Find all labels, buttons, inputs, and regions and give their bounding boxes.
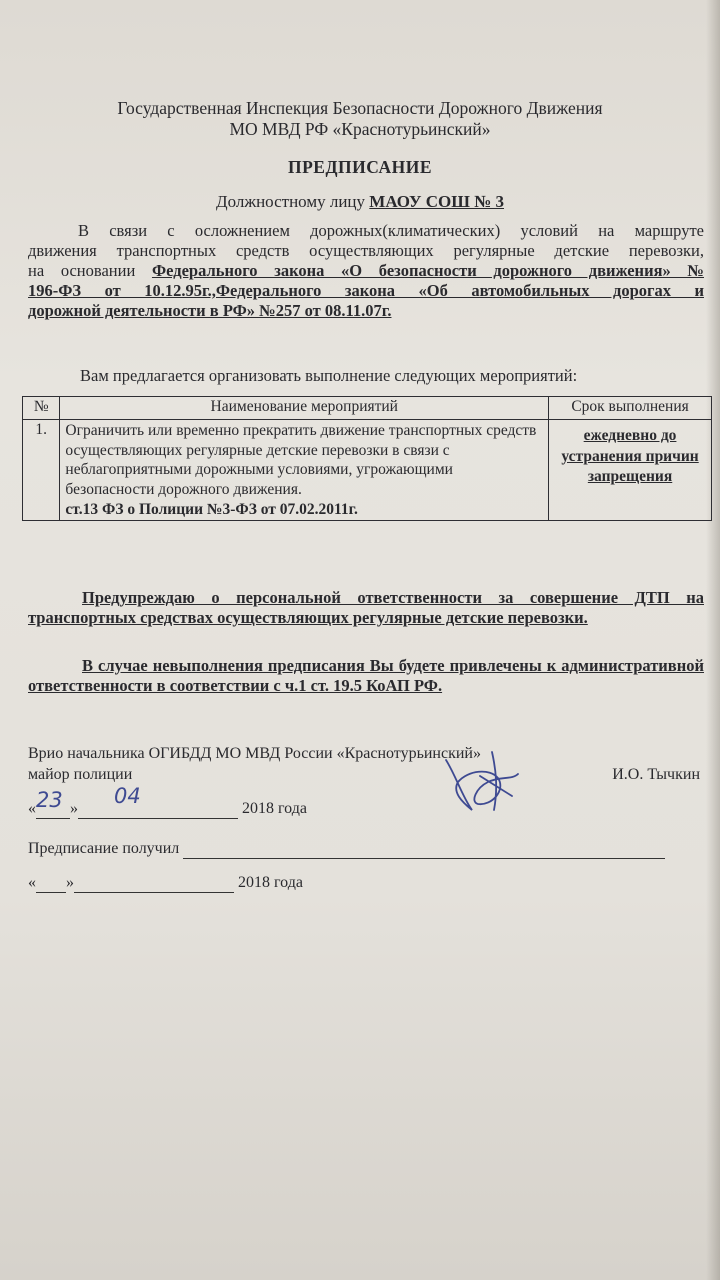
row-num: 1. (23, 420, 60, 521)
row-term (549, 420, 712, 521)
addressee (0, 192, 720, 212)
received-quote-close: » (66, 874, 74, 891)
measures-table (22, 396, 712, 521)
received-month-field (74, 874, 234, 893)
date-quote-open: « (28, 800, 36, 817)
date-month-field (78, 784, 238, 819)
addressee-prefix: Должностному лицу (215, 192, 366, 211)
law-reference-c: дорожной деятельности в РФ» №257 от 08.11.07г. (28, 301, 392, 320)
warning-responsibility: Предупреждаю о персональной ответственности за совершение ДТП на транспортных средствах осуществляющих регулярные детские перевозки. (28, 588, 704, 627)
date-day: 23 (36, 788, 63, 812)
proposal-text: Вам предлагается организовать выполнение следующих мероприятий: (80, 366, 578, 385)
header-name: Наименование мероприятий (60, 397, 549, 420)
date-day-field (36, 788, 70, 819)
intro-prefix: на основании (28, 261, 136, 280)
law-reference-a: Федерального закона «О безопасности дорожного движения» № (151, 261, 704, 280)
signature-date (28, 784, 307, 819)
header-department: МО МВД РФ «Краснотурьинский» (229, 119, 491, 139)
received-signature-field (183, 840, 665, 859)
intro-line-3 (28, 261, 704, 281)
date-month: 04 (114, 784, 141, 808)
header-term: Срок выполнения (549, 397, 712, 420)
date-quote-close: » (70, 800, 78, 817)
measure-text: Ограничить или временно прекратить движение транспортных средств осуществляющих регулярные детские перевозки в связи с неблагоприятными дорожными условиями, угрожающими безопасности дорожного движения. (65, 422, 537, 498)
law-reference-b: 196-ФЗ от 10.12.95г.,Федерального закона «Об автомобильных дорогах и (28, 281, 704, 300)
received-year: 2018 года (238, 874, 303, 891)
received-label: Предписание получил (28, 840, 180, 857)
received-quote-open: « (28, 874, 36, 891)
warning-administrative: В случае невыполнения предписания Вы будете привлечены к административной ответственности в соответствии с ч.1 ст. 19.5 КоАП РФ. (28, 656, 704, 695)
row-measure (60, 420, 549, 521)
signer-position: Врио начальника ОГИБДД МО МВД России «Краснотурьинский» (28, 745, 481, 762)
table-row (23, 420, 712, 521)
measure-law: ст.13 ФЗ о Полиции №3-ФЗ от 07.02.2011г. (65, 501, 358, 518)
table-header-row (23, 397, 712, 420)
received-line (28, 840, 665, 859)
received-day-field (36, 874, 66, 893)
header-agency: Государственная Инспекция Безопасности Дорожного Движения (117, 98, 603, 118)
intro-line-1: В связи с осложнением дорожных(климатических) условий на маршруте (78, 221, 704, 240)
received-date (28, 874, 303, 893)
intro-line-2: движения транспортных средств осуществляющих регулярные детские перевозки, (28, 241, 704, 260)
signature-scribble (432, 740, 532, 818)
addressee-name: МАОУ СОШ № 3 (369, 192, 505, 211)
deadline-text: ежедневно до устранения причин запрещения (561, 427, 699, 485)
date-year: 2018 года (242, 800, 307, 817)
signer-rank: майор полиции (28, 766, 133, 783)
header-num: № (23, 397, 60, 420)
signer-name: И.О. Тычкин (612, 766, 700, 783)
document-title: ПРЕДПИСАНИЕ (287, 157, 433, 177)
